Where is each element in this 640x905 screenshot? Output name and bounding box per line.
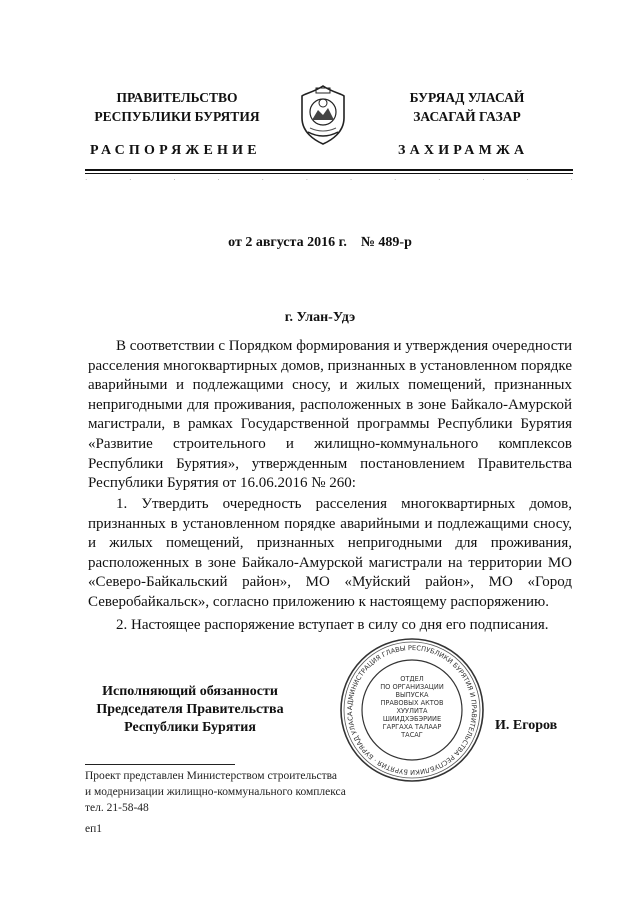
header-right-line-2: ЗАСАГАЙ ГАЗАР: [413, 109, 521, 124]
header-right-line-1: БУРЯАД УЛАСАЙ: [409, 90, 525, 105]
seal-center-line-2: ПО ОРГАНИЗАЦИИ: [380, 683, 444, 691]
header-right-block: [372, 88, 562, 126]
doc-type-russian: РАСПОРЯЖЕНИЕ: [90, 143, 261, 158]
buryatia-coat-of-arms-icon: [296, 84, 350, 146]
header-rule-thin: [85, 173, 573, 174]
seal-center-line-5: ХУУЛИТА: [396, 707, 428, 715]
city-line: г. Улан-Удэ: [284, 310, 356, 325]
footnote-line-1: Проект представлен Министерством строительства: [85, 770, 338, 782]
header-left-line-1: ПРАВИТЕЛЬСТВО: [116, 90, 238, 105]
footnote-block: [85, 768, 346, 816]
signatory-name: И. Егоров: [495, 718, 558, 733]
seal-center-line-4: ПРАВОВЫХ АКТОВ: [380, 699, 444, 707]
header-dot-row: · · · · · · · · · · · ·: [85, 176, 573, 184]
header-rule-thick: [85, 169, 573, 171]
doc-type-buryat: ЗАХИРАМЖА: [398, 143, 529, 158]
seal-center-line-7: ГАРГАХА ТАЛААР: [382, 723, 442, 731]
footnote-line-2: и модернизации жилищно-коммунального комплекса: [85, 786, 346, 798]
header-left-block: [82, 88, 272, 126]
seal-center-line-3: ВЫПУСКА: [395, 691, 429, 699]
seal-center-line-8: ТАСАГ: [401, 731, 423, 739]
seal-center-line-6: ШИИДХЭБЭРИИЕ: [382, 715, 442, 723]
official-seal: [338, 637, 486, 783]
signatory-title-line-2: Председателя Правительства: [96, 702, 284, 717]
seal-center-line-1: ОТДЕЛ: [400, 675, 424, 683]
header-left-line-2: РЕСПУБЛИКИ БУРЯТИЯ: [94, 109, 260, 124]
signatory-title-line-1: Исполняющий обязанности: [102, 684, 278, 699]
date-number-line: от 2 августа 2016 г. № 489-р: [228, 235, 412, 250]
signatory-title-line-3: Республики Бурятия: [124, 720, 256, 735]
footnote-line-3: тел. 21-58-48: [85, 802, 149, 814]
body-paragraph-preamble: В соответствии с Порядком формирования и утверждения очередности расселения многоквартирных домов, признанных в установленном порядке аварийными и подлежащими сносу, и жилых помещений, признанных непригодными для проживания, расположенных в зоне Байкало-Амурской магистрали, в рамках Государственной программы Республики Бурятия «Развитие строительного и жилищно-коммунального комплексов Республики Бурятия», утвержденным постановлением Правительства Республики Бурятия от 16.06.2016 № 260:: [88, 338, 572, 492]
body-paragraph-item-2: 2. Настоящее распоряжение вступает в силу со дня его подписания.: [116, 617, 549, 633]
body-paragraph-item-1: 1. Утвердить очередность расселения многоквартирных домов, признанных в установленном порядке аварийными и подлежащими сносу, и жилых помещений, признанных непригодными для проживания, расположенных в зоне Байкало-Амурской магистрали на территории МО «Северо-Байкальский район», МО «Муйский район», МО «Город Северобайкальск», согласно приложению к настоящему распоряжению.: [88, 496, 572, 610]
signatory-title: [80, 683, 300, 737]
seal-outer-text: АДМИНИСТРАЦИЯ ГЛАВЫ РЕСПУБЛИКИ БУРЯТИЯ И ПРАВИТЕЛЬСТВА РЕСПУБЛИКИ БУРЯТИЯ · БУРЯАД УЛАСА: [345, 643, 479, 777]
executor-initials: еп1: [85, 823, 103, 835]
footnote-rule: [85, 764, 235, 765]
